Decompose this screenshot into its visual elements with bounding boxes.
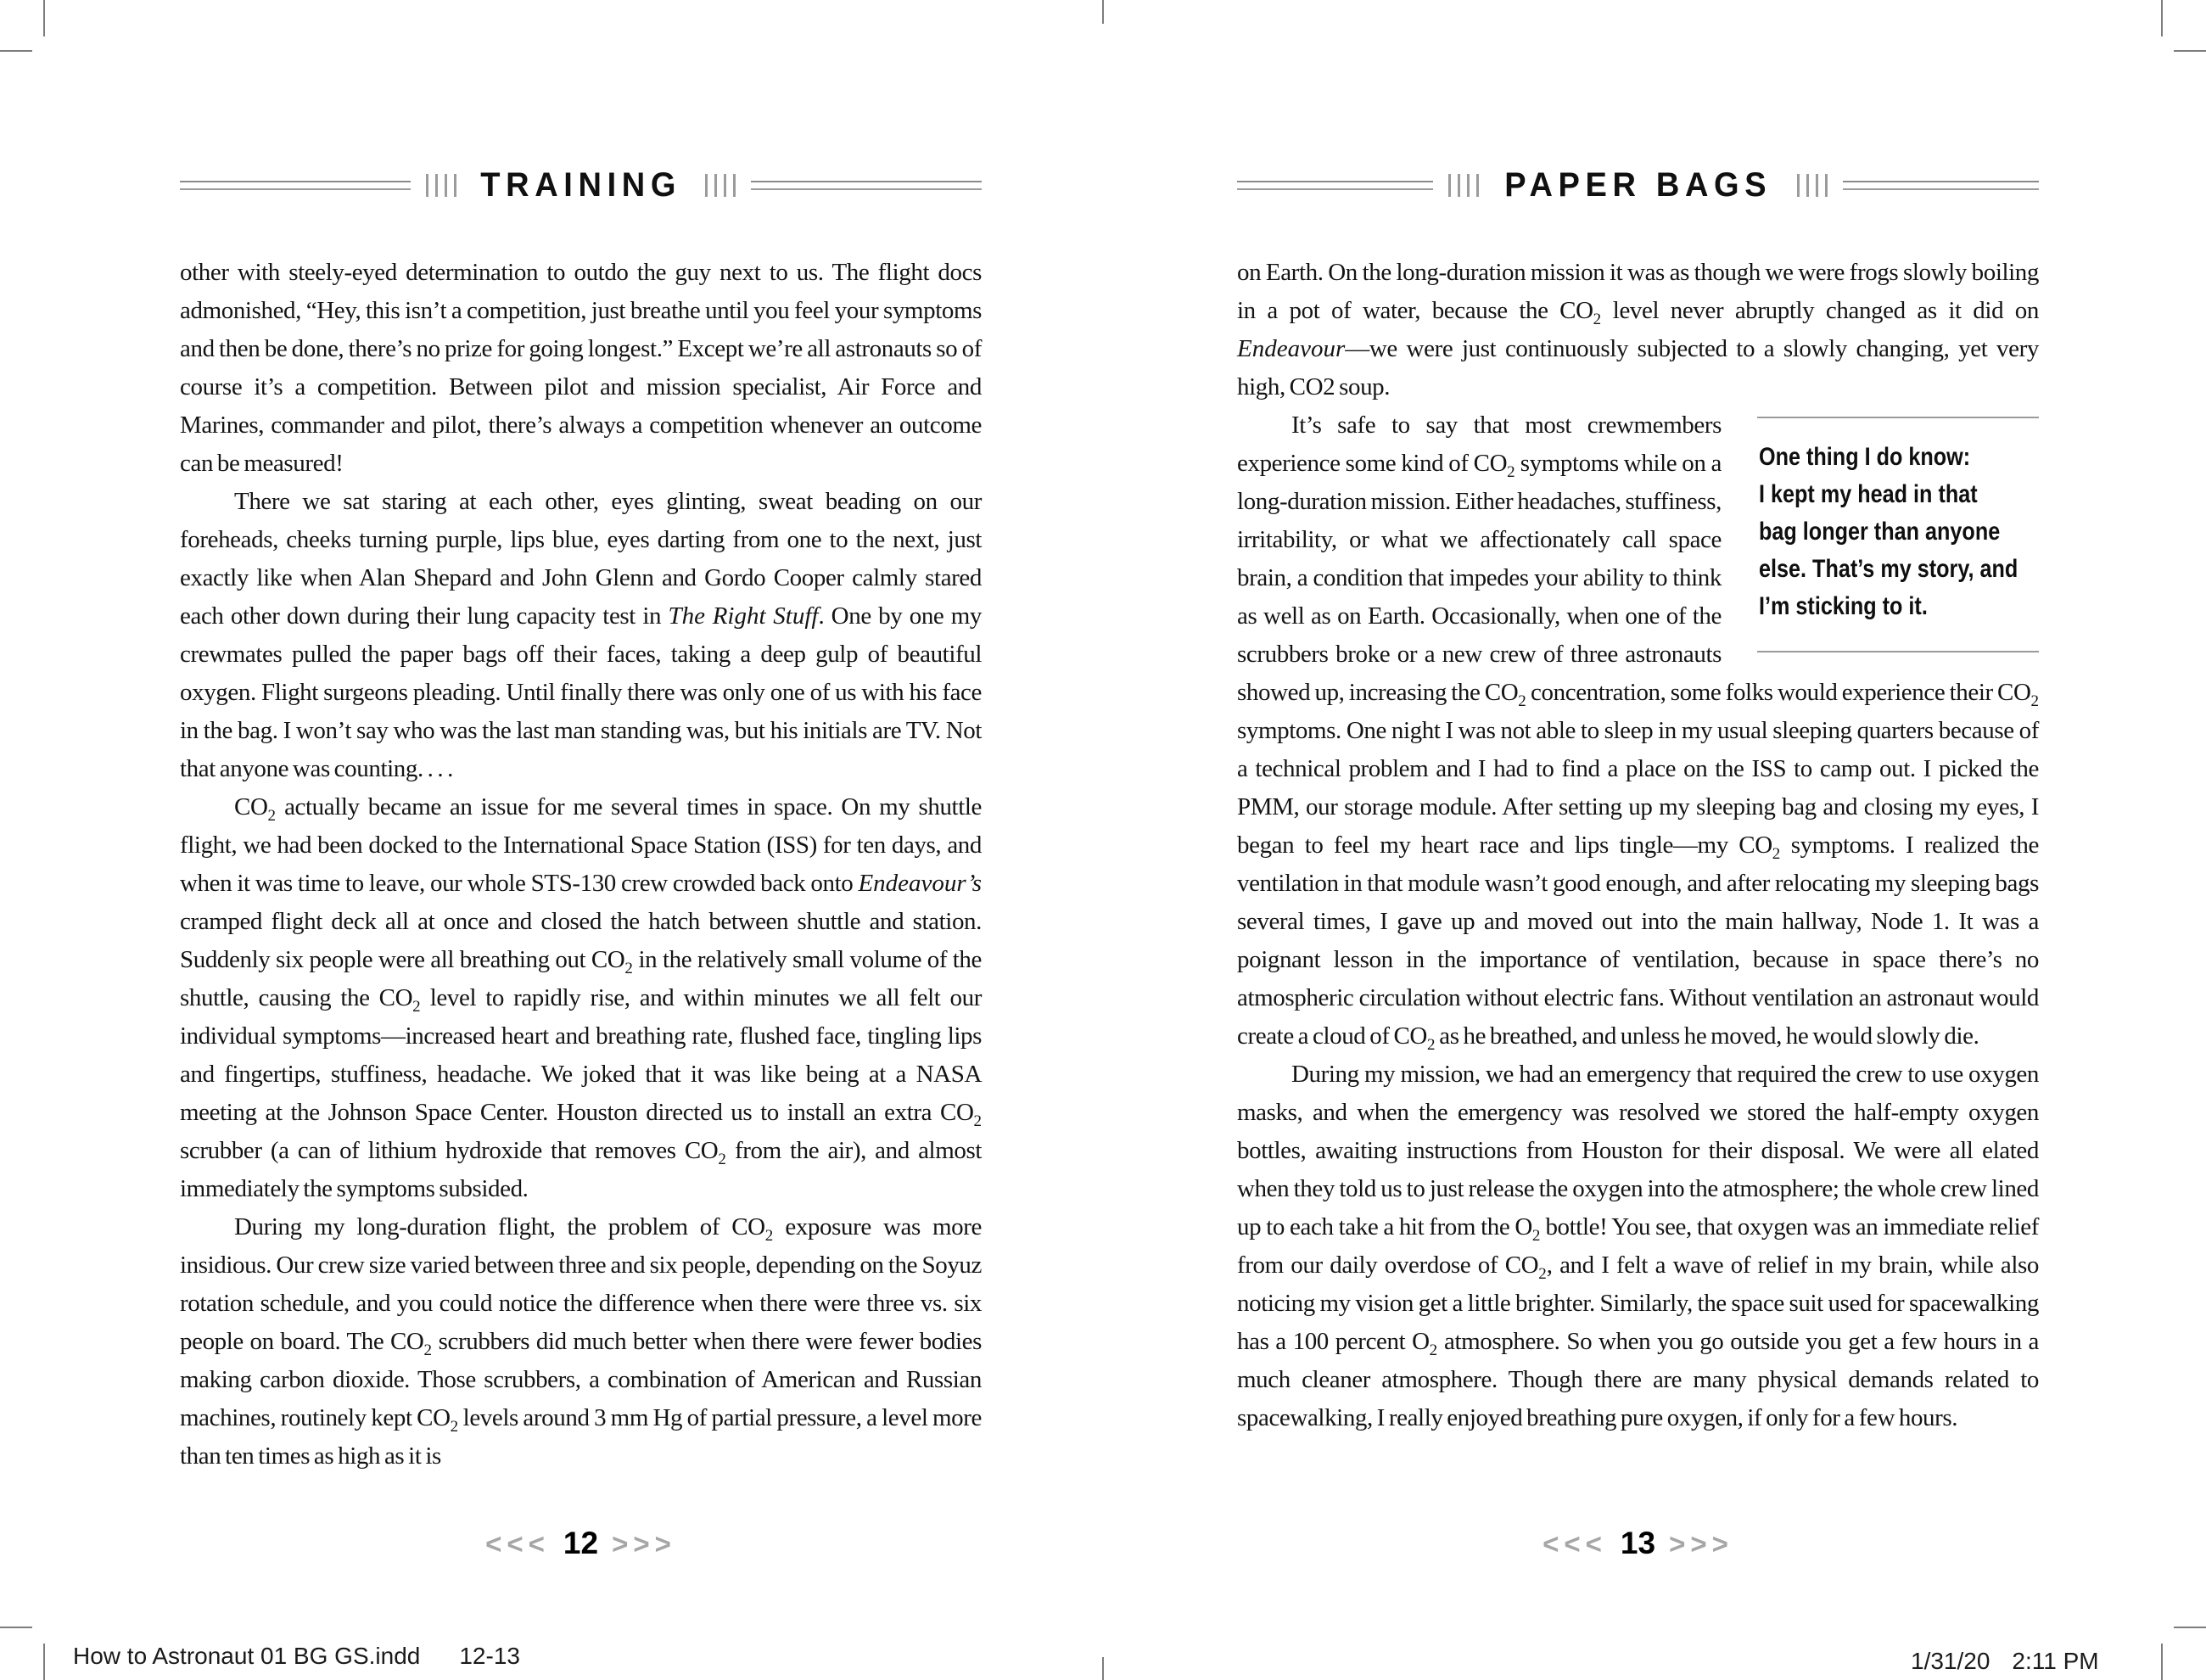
crop-mark-top-left-horizontal [0, 50, 32, 52]
pull-quote-line: One thing I do know: [1759, 443, 1971, 471]
paragraph: During my long-duration flight, the problem of $CO_2$ exposure was more insidious. Our crew size varied between three and six people, depending on the Soyuz rotation schedule, and you could notice the difference when there were three vs. six people on board. The $CO_2$ scrubbers did much better when there were fewer bodies making carbon dioxide. Those scrubbers, a combination of American and Russian machines, routinely kept $CO_2$ levels around 3 mm Hg of partial pressure, a level more than ten times as high as it is [180, 1213, 982, 1470]
tick-mark [714, 174, 717, 197]
paragraph: During my mission, we had an emergency that required the crew to use oxygen masks, and when the emergency was resolved we stored the half-empty oxygen bottles, awaiting instructions from Houston for their disposal. We were all elated when they told us to just release the oxygen into the atmosphere; the whole crew lined up to each take a hit from the $O_2$ bottle! You see, that oxygen was an immediate relief from our daily overdose of $CO_2$, and I felt a wave of relief in my brain, while also noticing my vision get a little brighter. Similarly, the space suit used for spacewalking has a 100 percent $O_2$ atmosphere. So when you go outside you get a few hours in a much cleaner atmosphere. Though there are many physical demands related to spacewalking, I really enjoyed breathing pure oxygen, if only for a few hours. [1237, 1061, 2040, 1431]
left-page [180, 166, 982, 1476]
header-tick-marks [705, 174, 736, 197]
tick-mark [1476, 174, 1479, 197]
tick-mark [1806, 174, 1809, 197]
pull-quote-line: I’m sticking to it. [1759, 592, 1928, 620]
page-marker-right-arrows: >>> [1669, 1528, 1733, 1560]
tick-mark [426, 174, 428, 197]
tick-mark [1458, 174, 1460, 197]
slug-file-name: How to Astronaut 01 BG GS.indd [73, 1643, 421, 1669]
header-tick-marks [1448, 174, 1479, 197]
pull-quote [1757, 417, 2039, 652]
crop-mark-bottom-right-horizontal [2174, 1627, 2206, 1628]
crop-mark-top-right-vertical [2161, 0, 2163, 36]
slug-timestamp [1911, 1648, 2099, 1675]
crop-mark-bottom-left-horizontal [0, 1627, 32, 1628]
tick-mark [724, 174, 726, 197]
header-tick-marks [1797, 174, 1828, 197]
paragraph: on Earth. On the long-duration mission it was as though we were frogs slowly boiling in a pot of water, because the $CO_2$ level never abruptly changed as it did on Endeavour—we were just continuously subjected to a slowly changing, yet very high, CO2 soup. [1237, 259, 2039, 400]
tick-mark [1797, 174, 1800, 197]
right-chapter-title: PAPER BAGS [1504, 166, 1772, 204]
header-tick-marks [426, 174, 456, 197]
left-chapter-title: TRAINING [480, 166, 681, 204]
pull-quote-line: bag longer than anyone [1759, 518, 2001, 546]
crop-mark-top-left-vertical [43, 0, 45, 36]
pull-quote-line: I kept my head in that [1759, 480, 1978, 508]
page-marker-left-arrows: <<< [485, 1528, 550, 1560]
slug-sheet-pages: 12-13 [459, 1643, 520, 1669]
fold-mark-top-center [1102, 0, 1104, 24]
right-page-marker [1237, 1526, 2039, 1561]
header-rule-right [751, 181, 982, 190]
tick-mark [445, 174, 447, 197]
tick-mark [1816, 174, 1818, 197]
tick-mark [705, 174, 708, 197]
left-page-number: 12 [563, 1526, 599, 1560]
tick-mark [435, 174, 438, 197]
crop-mark-top-right-horizontal [2174, 50, 2206, 52]
tick-mark [1825, 174, 1828, 197]
paragraph: There we sat staring at each other, eyes glinting, sweat beading on our foreheads, cheeks turning purple, lips blue, eyes darting from one to the next, just exactly like when Alan Shepard and John Glenn and Gordo Cooper calmly stared each other down during their lung capacity test in The Right Stuff. One by one my crewmates pulled the paper bags off their faces, taking a deep gulp of beautiful oxygen. Flight surgeons pleading. Until finally there was only one of us with his face in the bag. I won’t say who was the last man standing was, but his initials are TV. Not that anyone was counting. . . . [180, 488, 983, 782]
tick-mark [733, 174, 736, 197]
left-body-text [180, 254, 982, 1476]
slug-time: 2:11 PM [2012, 1648, 2099, 1674]
left-chapter-header [180, 166, 982, 204]
crop-mark-bottom-right-vertical [2161, 1644, 2163, 1680]
header-rule-left [1237, 181, 1433, 190]
slug-line [73, 1643, 520, 1670]
right-body-text [1237, 254, 2039, 1437]
right-page-number: 13 [1620, 1526, 1656, 1560]
crop-mark-bottom-left-vertical [43, 1644, 45, 1680]
paragraph: $CO_2$ actually became an issue for me several times in space. On my shuttle flight, we had been docked to the International Space Station (ISS) for ten days, and when it was time to leave, our whole STS-130 crew crowded back onto Endeavour’s cramped flight deck all at once and closed the hatch between shuttle and station. Suddenly six people were all breathing out $CO_2$ in the relatively small volume of the shuttle, causing the $CO_2$ level to rapidly rise, and within minutes we all felt our individual symptoms—increased heart and breathing rate, flushed face, tingling lips and fingertips, stuffiness, headache. We joked that it was like being at a NASA meeting at the Johnson Space Center. Houston directed us to install an extra $CO_2$ scrubber (a can of lithium hydroxide that removes $CO_2$ from the air), and almost immediately the symptoms subsided. [180, 793, 983, 1202]
header-rule-right [1843, 181, 2039, 190]
header-rule-left [180, 181, 411, 190]
tick-mark [1467, 174, 1470, 197]
left-page-marker [180, 1526, 982, 1561]
page-marker-right-arrows: >>> [612, 1528, 676, 1560]
fold-mark-bottom-center [1102, 1657, 1104, 1680]
tick-mark [1448, 174, 1451, 197]
tick-mark [454, 174, 456, 197]
paragraph: One thing I do know: I kept my head in that bag longer than anyone else. That’s my story, and I’m sticking to it. It’s safe to say that most crewmembers experience some kind of $CO_2$ symptoms while on a long-duration mission. Either headaches, stuffiness, irritability, or what we affectionately call space brain, a condition that impedes your ability to think as well as on Earth. Occasionally, when one of the scrubbers broke or a new crew of three astronauts showed up, increasing the $CO_2$ concentration, some folks would experience their $CO_2$ symptoms. One night I was not able to sleep in my usual sleeping quarters because of a technical problem and I had to find a place on the ISS to camp out. I picked the PMM, our storage module. After setting up my sleeping bag and closing my eyes, I began to feel my heart race and lips tingle—my $CO_2$ symptoms. I realized the ventilation in that module wasn’t good enough, and after relocating my sleeping bags several times, I gave up and moved out into the main hallway, Node 1. It was a poignant lesson in the importance of ventilation, because in space there’s no atmospheric circulation without electric fans. Without ventilation an astronaut would create a cloud of $CO_2$ as he breathed, and unless he moved, he would slowly die. [1237, 412, 2039, 1054]
slug-date: 1/31/20 [1911, 1648, 1990, 1674]
paragraph: other with steely-eyed determination to outdo the guy next to us. The flight docs admonished, “Hey, this isn’t a competition, just breathe until you feel your symptoms and then be done, there’s no prize for going longest.” Except we’re all astronauts so of course it’s a competition. Between pilot and mission specialist, Air Force and Marines, commander and pilot, there’s always a competition whenever an outcome can be measured! [180, 259, 982, 477]
right-chapter-header [1237, 166, 2039, 204]
page-marker-left-arrows: <<< [1543, 1528, 1607, 1560]
right-page [1237, 166, 2039, 1437]
pull-quote-line: else. That’s my story, and [1759, 555, 2018, 583]
